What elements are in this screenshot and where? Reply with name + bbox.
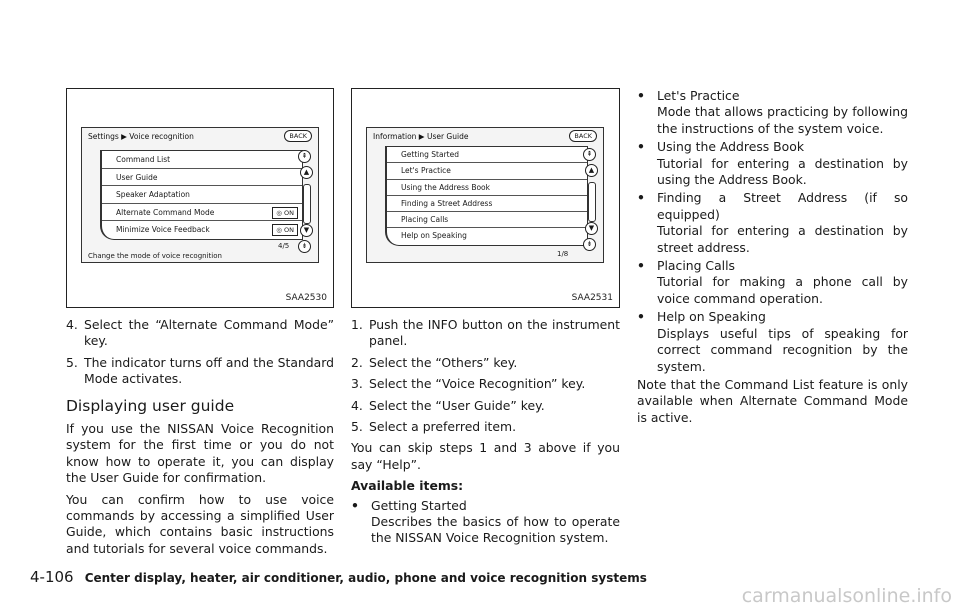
menu-item[interactable]: Minimize Voice Feedback ◎ ON — [102, 221, 302, 239]
menu-item[interactable]: User Guide — [102, 169, 302, 187]
back-button[interactable]: BACK — [284, 130, 312, 142]
menu-list — [385, 146, 588, 246]
menu-list — [100, 150, 303, 240]
menu-item[interactable]: Help on Speaking — [401, 231, 467, 241]
scrollbar-track[interactable] — [588, 182, 596, 222]
column-2 — [351, 317, 620, 549]
screen-footer: Change the mode of voice recognition — [88, 252, 222, 260]
scroll-down-icon[interactable]: ⇟ — [583, 238, 596, 251]
paragraph: You can skip steps 1 and 3 above if you say “Help”. — [351, 440, 620, 472]
menu-item[interactable]: Getting Started — [387, 147, 587, 163]
bullet-description: Mode that allows practicing by following the instructions of the system voice. — [657, 104, 908, 136]
scrollbar-track[interactable] — [303, 184, 311, 224]
available-items-label: Available items: — [351, 478, 464, 494]
bullet-description: Tutorial for entering a destination by street address. — [657, 223, 908, 255]
menu-item[interactable]: Speaker Adaptation — [102, 186, 302, 204]
step: 3. Select the “Voice Recognition” key. — [351, 376, 586, 392]
figure-voice-recognition — [66, 88, 334, 308]
step: 5. Select a preferred item. — [351, 419, 517, 435]
scroll-up-icon[interactable]: ⇞ — [298, 150, 311, 163]
watermark: carmanualsonline.info — [741, 585, 952, 607]
up-arrow-icon[interactable]: ▲ — [300, 166, 313, 179]
menu-item[interactable]: Alternate Command Mode ◎ ON — [102, 204, 302, 222]
note-paragraph: Note that the Command List feature is only available when Alternate Command Mode is active. — [637, 376, 908, 425]
up-arrow-icon[interactable]: ▲ — [585, 164, 598, 177]
menu-item[interactable]: Let's Practice — [387, 163, 587, 179]
screen-voice-recognition — [81, 127, 319, 263]
bullet-description: Tutorial for entering a destination by using the Address Book. — [657, 155, 908, 188]
bullet-description: Tutorial for making a phone call by voice command operation. — [657, 274, 908, 306]
on-indicator: ◎ ON — [272, 224, 298, 236]
column-1 — [66, 317, 334, 562]
figure-code: SAA2530 — [285, 293, 327, 303]
bullet-item: • Using the Address Book — [637, 139, 805, 155]
figure-code: SAA2531 — [571, 293, 613, 303]
menu-item[interactable]: Placing Calls — [387, 212, 587, 228]
on-indicator: ◎ ON — [272, 207, 298, 219]
step: 4. Select the “User Guide” key. — [351, 397, 545, 413]
bullet-item: • Finding a Street Address (if so equipped) — [637, 190, 908, 222]
paragraph: You can confirm how to use voice commands by accessing a simplified User Guide, which contains basic instructions and tutorials for several voice commands. — [66, 491, 334, 556]
step: 5. The indicator turns off and the Standard Mode activates. — [66, 354, 334, 387]
bullet-item: • Help on Speaking — [637, 309, 766, 325]
bullet-description: Describes the basics of how to operate the NISSAN Voice Recognition system. — [371, 514, 620, 546]
screen-title: Information ▶ User Guide — [373, 132, 469, 141]
down-arrow-icon[interactable]: ▼ — [300, 224, 313, 237]
figure-user-guide — [351, 88, 620, 308]
screen-user-guide — [366, 127, 604, 263]
page-number: 4-106 — [30, 568, 74, 586]
bullet-item: • Placing Calls — [637, 258, 736, 274]
step: 2. Select the “Others” key. — [351, 354, 518, 370]
scroll-down-icon[interactable]: ⇟ — [298, 240, 311, 253]
paragraph: If you use the NISSAN Voice Recognition system for the first time or you do not know how to operate it, you can display the User Guide for confirmation. — [66, 421, 334, 486]
page-footer — [30, 567, 647, 586]
menu-item[interactable]: Finding a Street Address — [387, 196, 587, 212]
bullet-item: • Getting Started — [351, 497, 467, 513]
step: 1. Push the INFO button on the instrument panel. — [351, 317, 620, 349]
page-indicator: 4/5 — [278, 242, 290, 250]
page-indicator: 1/8 — [557, 250, 569, 258]
step: 4. Select the “Alternate Command Mode” key. — [66, 317, 334, 349]
menu-item[interactable]: Command List — [102, 151, 302, 169]
scroll-up-icon[interactable]: ⇞ — [583, 148, 596, 161]
footer-title: Center display, heater, air conditioner, audio, phone and voice recognition systems — [84, 571, 647, 585]
menu-item[interactable]: Using the Address Book — [387, 180, 587, 196]
bullet-item: • Let's Practice — [637, 88, 740, 103]
bullet-description: Displays useful tips of speaking for correct command recognition by the system. — [657, 325, 908, 374]
down-arrow-icon[interactable]: ▼ — [585, 222, 598, 235]
column-3 — [637, 88, 908, 431]
back-button[interactable]: BACK — [569, 130, 597, 142]
section-heading: Displaying user guide — [66, 396, 235, 415]
screen-title: Settings ▶ Voice recognition — [88, 132, 194, 141]
